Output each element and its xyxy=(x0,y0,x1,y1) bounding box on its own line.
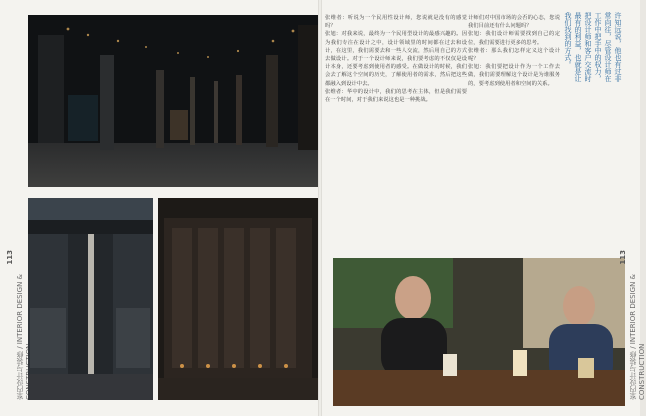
facade-illustration xyxy=(158,198,318,400)
right-folio-number: 113 xyxy=(619,250,627,265)
pull-quote: 许知远说，他也有过非常向往，尽管设计师在工作中把手中的权力，把设计师和客户交流时最有的利益，也就是让我们找到的方式。 xyxy=(564,12,622,82)
page-gutter xyxy=(318,0,322,416)
col-b-paragraph: 张维者：那么我们怎样定义这个设计呢？ xyxy=(468,47,560,63)
facade-night-photo xyxy=(158,198,318,400)
hall-illustration xyxy=(28,15,318,187)
exterior-illustration xyxy=(28,198,153,400)
interview-photo xyxy=(333,258,625,406)
left-page-margin xyxy=(0,0,27,416)
col-b-paragraph: 张旭：我们设计师需要找到自己的定位，我们需要进行更多的思考。 xyxy=(468,31,560,46)
col-b-paragraph: 张旭：我们要把设计作为一个工作去做，我们需要理解这个设计是为谁服务的，要考虑到使用者和空间的关系。 xyxy=(468,64,560,87)
exterior-column-photo xyxy=(28,198,153,400)
col-b-paragraph: 计师们对中国市场的会否的心态，您说我们目前还有什么问题吗？ xyxy=(468,15,560,30)
interior-hall-photo xyxy=(28,15,318,187)
left-folio-number: 113 xyxy=(6,250,14,265)
left-folio-label: 室内设计与装修 / INTERIOR DESIGN & xyxy=(16,274,24,400)
right-page-margin xyxy=(613,0,646,416)
interview-illustration xyxy=(333,258,625,406)
col-a-paragraph: 张维者：华中的设计中，我们的思考在主体，但是我们需要在一个时间，对于我们来说这也是一种挑战。 xyxy=(325,88,467,104)
col-a-paragraph: 张维者：听说为一个民用性设计师，您说就是没有的感觉吗？ xyxy=(325,15,467,30)
article-column-b xyxy=(468,14,560,88)
right-folio-label: 室内设计与装修 / INTERIOR DESIGN & CONSTRUCTION xyxy=(629,274,646,400)
article-column-a xyxy=(325,14,467,104)
col-a-paragraph: 张旭：对我来说，最终为一个民用型设计的最感兴趣的。因为我们专注在设计之中，设计领域里的时间都在过去和设计，在这里，我们需要去和一些人交流，然后用自己的方式去做设计。对于一个设计师来说，我们要考虑的不仅仅是设计本身，还要考虑到使用者的感受。在做设计的时候，我们会去了解这个空间的历史，了解使用者的需求，然后把这些都融入到设计中去。 xyxy=(325,31,467,87)
